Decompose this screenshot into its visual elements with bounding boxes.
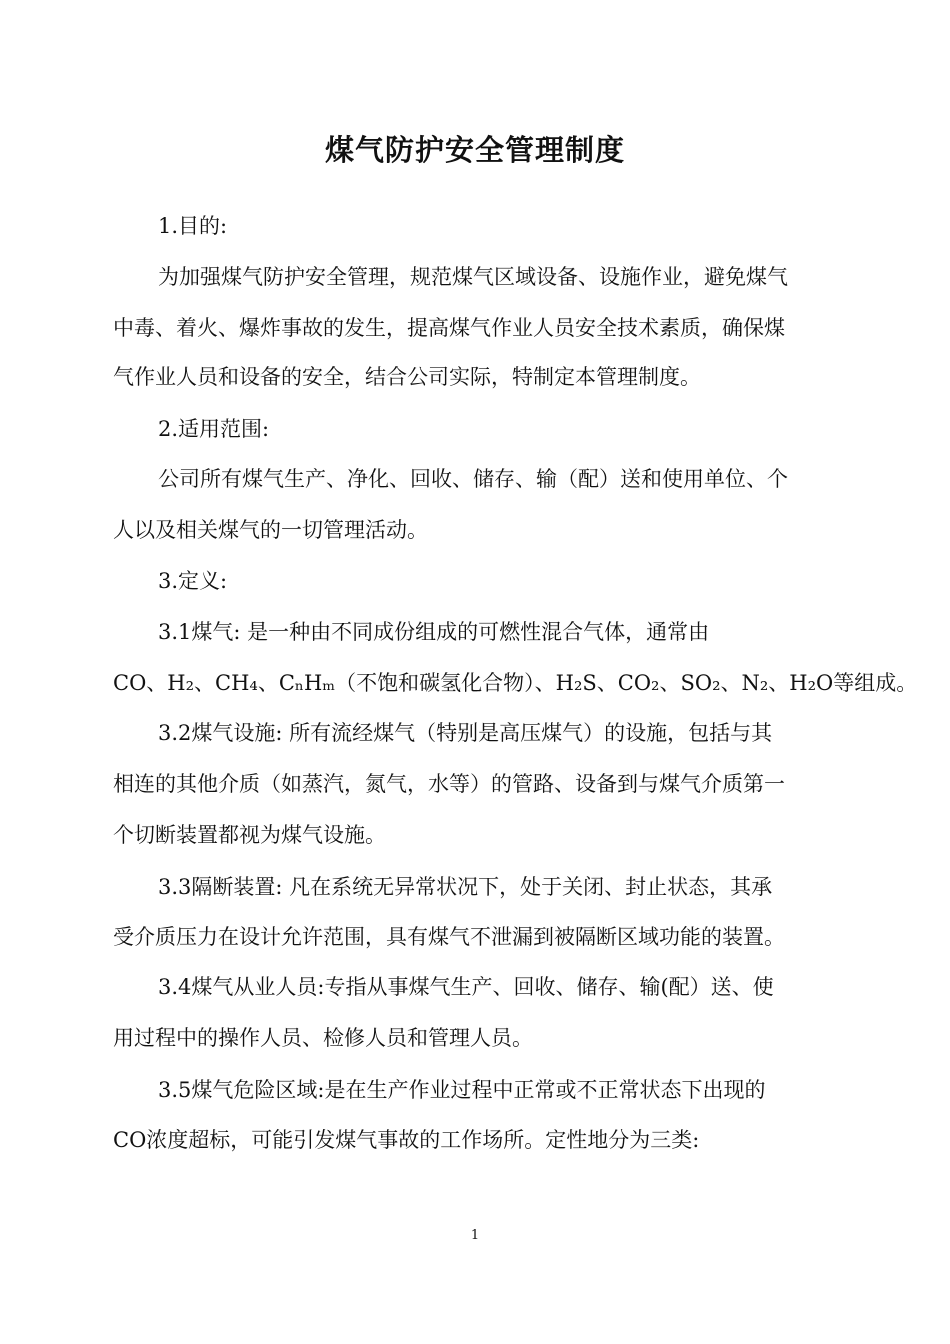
section-heading-purpose: 1.目的: (158, 214, 228, 238)
paragraph-line: 气作业人员和设备的安全，结合公司实际，特制定本管理制度。 (113, 365, 701, 389)
paragraph-line: 受介质压力在设计允许范围，具有煤气不泄漏到被隔断区域功能的装置。 (113, 925, 785, 949)
paragraph-line: 公司所有煤气生产、净化、回收、储存、输（配）送和使用单位、个 (158, 467, 788, 491)
paragraph-line: 3.4煤气从业人员:专指从事煤气生产、回收、储存、输(配）送、使 (158, 975, 774, 999)
paragraph-line: 3.2煤气设施: 所有流经煤气（特别是高压煤气）的设施，包括与其 (158, 721, 773, 745)
paragraph-line: 人以及相关煤气的一切管理活动。 (113, 518, 428, 542)
paragraph-line: CO、H₂、CH₄、CₙHₘ（不饱和碳氢化合物）、H₂S、CO₂、SO₂、N₂、H₂O等组成。 (113, 671, 918, 695)
paragraph-line: 用过程中的操作人员、检修人员和管理人员。 (113, 1026, 533, 1050)
paragraph-line: 3.3隔断装置: 凡在系统无异常状况下，处于关闭、封止状态，其承 (158, 875, 773, 899)
paragraph-line: 为加强煤气防护安全管理，规范煤气区域设备、设施作业，避免煤气 (158, 265, 788, 289)
page-number: 1 (470, 1228, 480, 1243)
paragraph-line: 中毒、着火、爆炸事故的发生，提高煤气作业人员安全技术素质，确保煤 (113, 316, 785, 340)
section-heading-definitions: 3.定义: (158, 569, 228, 593)
paragraph-line: 相连的其他介质（如蒸汽，氮气，水等）的管路、设备到与煤气介质第一 (113, 772, 785, 796)
paragraph-line: CO浓度超标，可能引发煤气事故的工作场所。定性地分为三类: (113, 1128, 700, 1152)
document-title: 煤气防护安全管理制度 (324, 133, 625, 167)
paragraph-line: 3.1煤气: 是一种由不同成份组成的可燃性混合气体，通常由 (158, 620, 710, 644)
paragraph-line: 个切断装置都视为煤气设施。 (113, 823, 386, 847)
section-heading-scope: 2.适用范围: (158, 417, 270, 441)
paragraph-line: 3.5煤气危险区域:是在生产作业过程中正常或不正常状态下出现的 (158, 1078, 766, 1102)
